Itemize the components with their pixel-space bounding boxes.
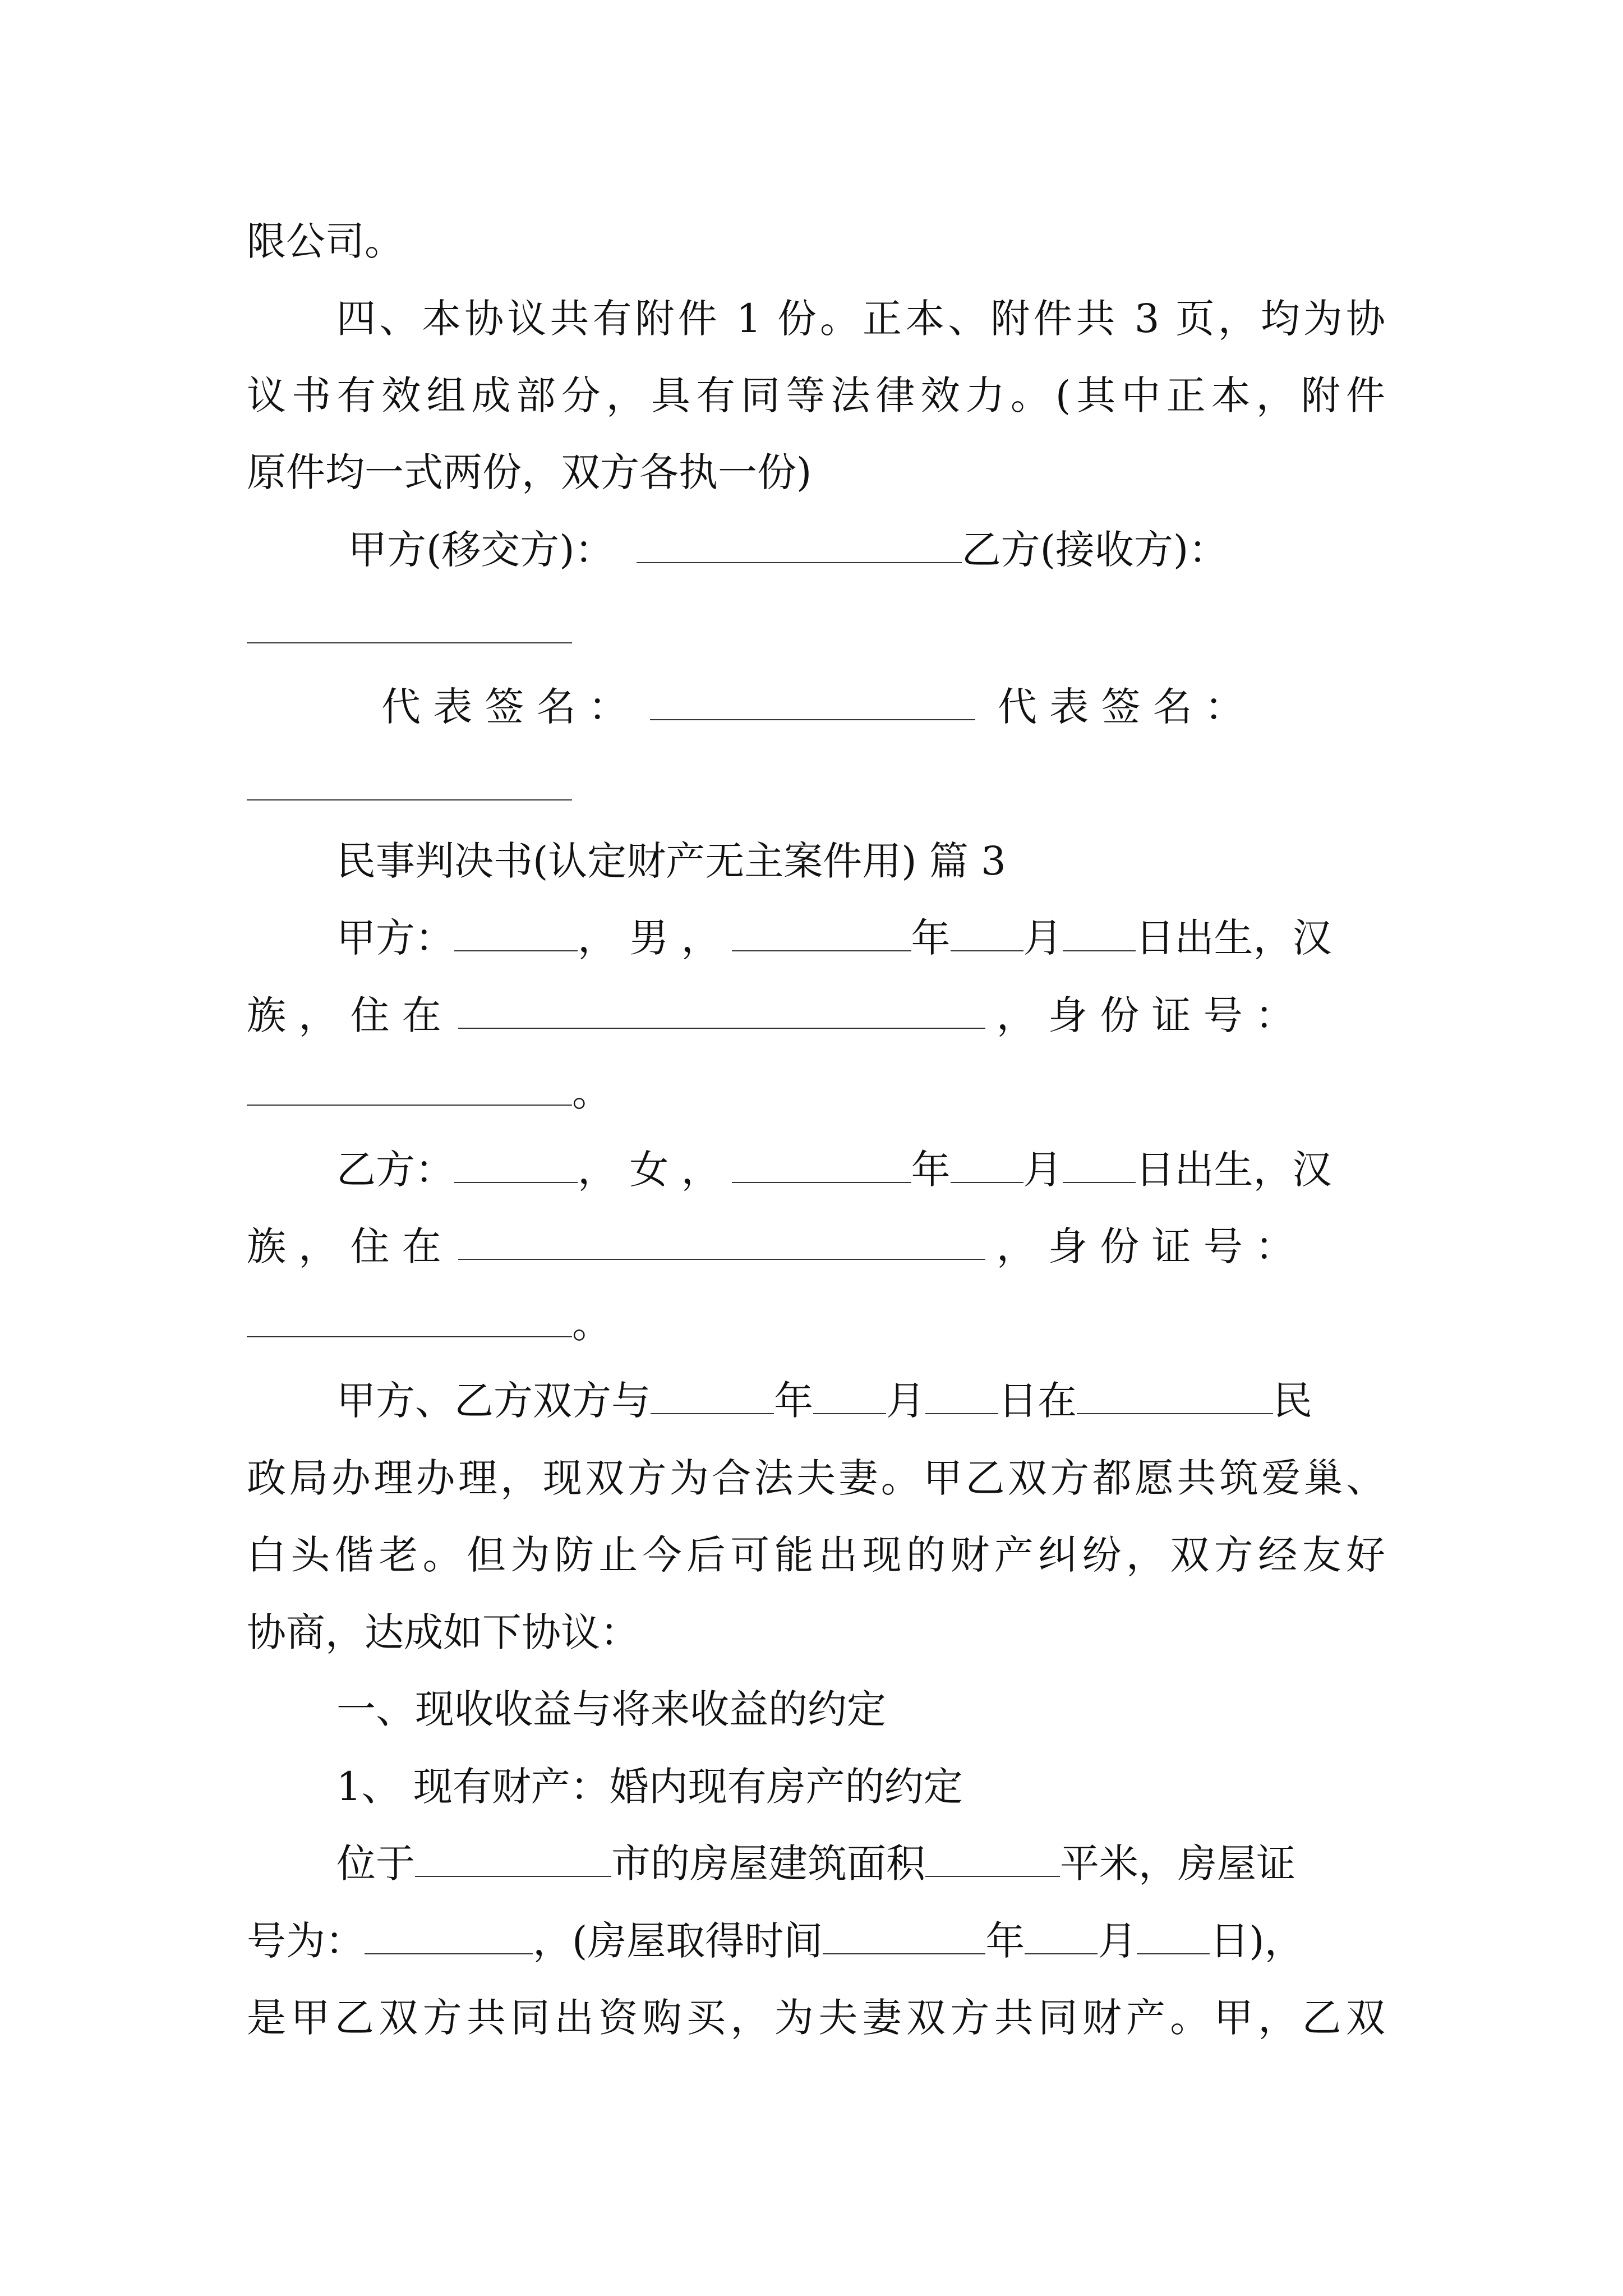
sub-heading: 1、 现有财产：婚内现有房产的约定 <box>336 1764 963 1810</box>
blank <box>365 1920 533 1954</box>
text-line: 族 ， 住 在 ， 身 份 证 号 ： <box>247 992 1295 1038</box>
text-line: 限公司。 <box>247 218 404 264</box>
blank <box>458 994 985 1029</box>
blank <box>247 1071 572 1106</box>
blank <box>925 1842 1060 1877</box>
blank <box>1077 1379 1273 1414</box>
section-heading: 一、现收收益与将来收益的约定 <box>336 1686 886 1732</box>
blank <box>1063 917 1136 951</box>
blank <box>732 1148 911 1183</box>
blank <box>951 917 1023 951</box>
blank <box>823 1920 985 1954</box>
blank <box>454 1148 578 1183</box>
blank <box>637 528 962 563</box>
signature-line: 代 表 签 名 ： 代 表 签 名 ： <box>381 684 1244 730</box>
blank <box>651 1379 774 1414</box>
text-line: 议书有效组成部分，具有同等法律效力。(其中正本，附件 <box>247 372 1385 418</box>
blank <box>247 642 572 643</box>
text-line: 白头偕老。但为防止今后可能出现的财产纠纷，双方经友好 <box>247 1532 1385 1578</box>
text-line: 。 <box>247 1064 1385 1120</box>
blank <box>415 1842 611 1877</box>
blank <box>458 1225 985 1260</box>
blank <box>1063 1148 1136 1183</box>
text-line: 原件均一式两份，双方各执一份) <box>247 449 812 495</box>
blank <box>1137 1920 1210 1954</box>
text-line: 号为： ，(房屋取得时间 年 月 日)， <box>247 1918 1304 1964</box>
blank <box>247 1303 572 1337</box>
blank <box>650 685 975 720</box>
text-line: 协商，达成如下协议： <box>247 1609 639 1655</box>
blank <box>247 799 572 800</box>
blank <box>951 1148 1023 1183</box>
blank <box>454 917 578 951</box>
blank <box>732 917 911 951</box>
signature-line: 甲方(移交方)： 乙方(接收方)： <box>348 527 1228 573</box>
text-line: 政局办理办理，现双方为合法夫妻。甲乙双方都愿共筑爱巢、 <box>247 1455 1385 1501</box>
text-line: 甲方： ， 男 ， 年 月 日出生，汉 <box>336 915 1332 961</box>
text-line: 位于 市的房屋建筑面积 平米，房屋证 <box>336 1841 1295 1887</box>
blank <box>813 1379 886 1414</box>
text-line: 。 <box>247 1296 1385 1352</box>
section-title: 民事判决书(认定财产无主案件用) 篇 3 <box>336 838 1006 884</box>
blank <box>1025 1920 1098 1954</box>
text-line: 甲方、乙方双方与 年 月 日在 民 <box>336 1378 1312 1424</box>
text-line: 是甲乙双方共同出资购买，为夫妻双方共同财产。甲，乙双 <box>247 1995 1385 2041</box>
text-line: 四、本协议共有附件 1 份。正本、附件共 3 页，均为协 <box>336 296 1385 342</box>
text-line: 族 ， 住 在 ， 身 份 证 号 ： <box>247 1223 1295 1269</box>
blank <box>925 1379 998 1414</box>
text-line: 乙方： ， 女 ， 年 月 日出生，汉 <box>336 1147 1332 1193</box>
